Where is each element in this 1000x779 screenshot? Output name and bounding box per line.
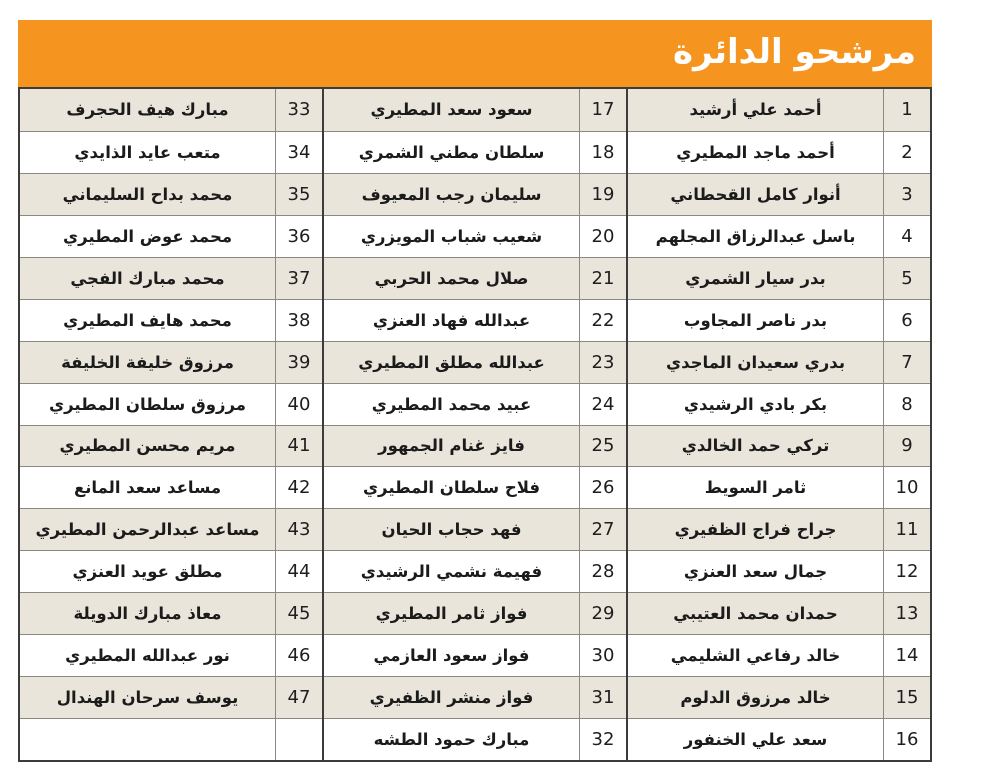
candidate-name-cell: أحمد ماجد المطيري: [628, 131, 883, 173]
candidate-name-cell: فلاح سلطان المطيري: [324, 466, 579, 508]
candidate-number-cell: 8: [883, 383, 930, 425]
candidate-name-cell: جراح فراج الظفيري: [628, 508, 883, 550]
candidate-number-cell: 30: [579, 634, 626, 676]
candidate-number-cell: 34: [275, 131, 322, 173]
candidate-name-cell: بدر ناصر المجاوب: [628, 299, 883, 341]
candidates-column-1: [626, 89, 930, 760]
candidate-name-cell: بدري سعيدان الماجدي: [628, 341, 883, 383]
candidate-name-cell: عبيد محمد المطيري: [324, 383, 579, 425]
header-bar: [18, 20, 932, 87]
candidate-name-cell: أحمد علي أرشيد: [628, 89, 883, 131]
candidate-number-cell: 46: [275, 634, 322, 676]
candidate-number-cell: 11: [883, 508, 930, 550]
candidate-number-cell: 37: [275, 257, 322, 299]
candidate-number-cell: 18: [579, 131, 626, 173]
candidate-name-cell: باسل عبدالرزاق المجلهم: [628, 215, 883, 257]
candidate-name-cell: فهيمة نشمي الرشيدي: [324, 550, 579, 592]
candidate-number-cell: 38: [275, 299, 322, 341]
candidates-column-2: [322, 89, 626, 760]
candidate-name-cell: معاذ مبارك الدويلة: [20, 592, 275, 634]
candidate-number-cell: 21: [579, 257, 626, 299]
candidate-name-cell: خالد مرزوق الدلوم: [628, 676, 883, 718]
candidates-table: [18, 87, 932, 762]
candidate-name-cell: محمد مبارك الفجي: [20, 257, 275, 299]
candidate-name-cell: مرزوق سلطان المطيري: [20, 383, 275, 425]
candidates-column-3: [20, 89, 322, 760]
candidate-number-cell: 19: [579, 173, 626, 215]
candidate-number-cell: 13: [883, 592, 930, 634]
candidate-name-cell: سلطان مطني الشمري: [324, 131, 579, 173]
candidate-number-cell: 32: [579, 718, 626, 760]
candidate-number-cell: 26: [579, 466, 626, 508]
candidate-name-cell: بكر بادي الرشيدي: [628, 383, 883, 425]
candidate-name-cell: فايز غنام الجمهور: [324, 425, 579, 467]
candidate-number-cell: 24: [579, 383, 626, 425]
candidate-name-cell: محمد بداح السليماني: [20, 173, 275, 215]
page-title: مرشحو الدائرة: [673, 31, 916, 72]
candidate-number-cell: 16: [883, 718, 930, 760]
candidate-name-cell: مساعد سعد المانع: [20, 466, 275, 508]
candidate-name-cell: عبدالله فهاد العنزي: [324, 299, 579, 341]
candidate-name-cell: خالد رفاعي الشليمي: [628, 634, 883, 676]
candidate-number-cell: 27: [579, 508, 626, 550]
candidate-number-cell: 14: [883, 634, 930, 676]
candidate-number-cell: 9: [883, 425, 930, 467]
candidate-name-cell: فواز ثامر المطيري: [324, 592, 579, 634]
candidate-number-cell: 10: [883, 466, 930, 508]
candidate-name-cell: فواز سعود العازمي: [324, 634, 579, 676]
candidate-number-cell: 5: [883, 257, 930, 299]
candidate-number-cell: 35: [275, 173, 322, 215]
candidate-number-cell: 4: [883, 215, 930, 257]
candidate-number-cell: 39: [275, 341, 322, 383]
candidate-name-cell: متعب عايد الذايدي: [20, 131, 275, 173]
candidate-name-cell: محمد هايف المطيري: [20, 299, 275, 341]
candidate-name-cell: محمد عوض المطيري: [20, 215, 275, 257]
candidate-number-cell: 43: [275, 508, 322, 550]
candidate-number-cell: 23: [579, 341, 626, 383]
candidate-name-cell: مرزوق خليفة الخليفة: [20, 341, 275, 383]
candidate-number-cell: 20: [579, 215, 626, 257]
candidate-number-cell: 7: [883, 341, 930, 383]
candidate-name-cell: مريم محسن المطيري: [20, 425, 275, 467]
candidate-name-cell: صلال محمد الحربي: [324, 257, 579, 299]
candidate-number-cell: 25: [579, 425, 626, 467]
candidate-number-cell: 45: [275, 592, 322, 634]
candidate-number-cell: 42: [275, 466, 322, 508]
candidate-number-cell: 17: [579, 89, 626, 131]
candidate-name-cell: جمال سعد العنزي: [628, 550, 883, 592]
candidate-name-cell: فواز منشر الظفيري: [324, 676, 579, 718]
candidate-name-cell: يوسف سرحان الهندال: [20, 676, 275, 718]
candidate-number-cell: 29: [579, 592, 626, 634]
candidate-name-cell: نور عبدالله المطيري: [20, 634, 275, 676]
candidate-name-cell: سعد علي الخنفور: [628, 718, 883, 760]
candidate-name-cell: تركي حمد الخالدي: [628, 425, 883, 467]
candidate-number-cell: 36: [275, 215, 322, 257]
candidate-name-cell: سليمان رجب المعيوف: [324, 173, 579, 215]
candidate-name-cell: مبارك هيف الحجرف: [20, 89, 275, 131]
candidate-number-cell: 40: [275, 383, 322, 425]
candidate-number-cell: 12: [883, 550, 930, 592]
candidate-name-cell: ثامر السويط: [628, 466, 883, 508]
candidate-number-cell: [275, 718, 322, 760]
candidate-name-cell: بدر سيار الشمري: [628, 257, 883, 299]
candidate-name-cell: مبارك حمود الطشه: [324, 718, 579, 760]
candidate-number-cell: 2: [883, 131, 930, 173]
candidate-number-cell: 41: [275, 425, 322, 467]
candidate-number-cell: 1: [883, 89, 930, 131]
candidate-name-cell: عبدالله مطلق المطيري: [324, 341, 579, 383]
candidate-name-cell: حمدان محمد العتيبي: [628, 592, 883, 634]
candidate-number-cell: 28: [579, 550, 626, 592]
candidate-name-cell: أنوار كامل القحطاني: [628, 173, 883, 215]
candidate-number-cell: 44: [275, 550, 322, 592]
candidate-number-cell: 22: [579, 299, 626, 341]
candidate-number-cell: 3: [883, 173, 930, 215]
candidate-number-cell: 6: [883, 299, 930, 341]
candidate-name-cell: شعيب شباب المويزري: [324, 215, 579, 257]
candidate-name-cell: فهد حجاب الحيان: [324, 508, 579, 550]
candidate-name-cell: [20, 718, 275, 760]
candidate-number-cell: 31: [579, 676, 626, 718]
candidate-name-cell: سعود سعد المطيري: [324, 89, 579, 131]
candidate-number-cell: 15: [883, 676, 930, 718]
candidate-number-cell: 33: [275, 89, 322, 131]
candidate-number-cell: 47: [275, 676, 322, 718]
candidate-name-cell: مطلق عويد العنزي: [20, 550, 275, 592]
candidate-name-cell: مساعد عبدالرحمن المطيري: [20, 508, 275, 550]
